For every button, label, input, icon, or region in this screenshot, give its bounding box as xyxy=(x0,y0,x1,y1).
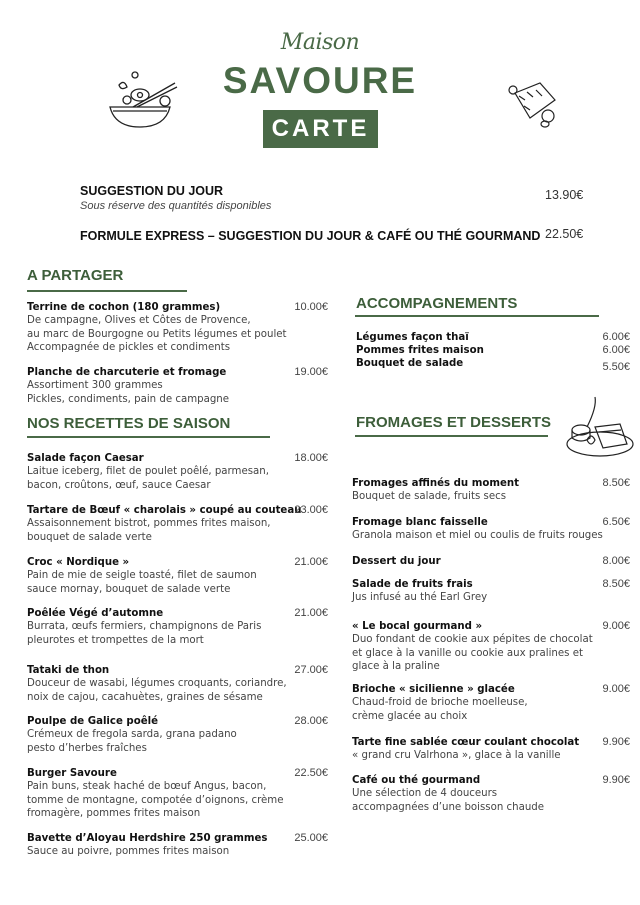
tart-illustration-icon xyxy=(505,78,560,128)
item-description: fromagère, pommes frites maison xyxy=(27,807,201,819)
item-price: 6.00€ xyxy=(602,331,630,343)
item-description: accompagnées d’une boisson chaude xyxy=(352,801,545,813)
item-name: Tartare de Bœuf « charolais » coupé au couteau xyxy=(27,505,302,516)
menu-item xyxy=(352,477,630,504)
item-description: De campagne, Olives et Côtes de Provence, xyxy=(27,315,251,327)
menu-item xyxy=(27,767,328,820)
item-description: Jus infusé au thé Earl Grey xyxy=(352,592,488,604)
menu-item xyxy=(27,832,328,859)
menu-item xyxy=(356,357,630,373)
item-description: Assaisonnement bistrot, pommes frites maison, xyxy=(27,518,271,530)
menu-item xyxy=(352,555,630,568)
item-description: bacon, croûtons, œuf, sauce Caesar xyxy=(27,479,211,491)
item-price: 6.00€ xyxy=(602,344,630,356)
menu-item xyxy=(27,366,328,406)
menu-item xyxy=(356,344,630,357)
item-description: Pain de mie de seigle toasté, filet de saumon xyxy=(27,570,257,582)
menu-item xyxy=(352,774,630,814)
item-description: Laitue iceberg, filet de poulet poêlé, parmesan, xyxy=(27,466,269,478)
item-description: Crémeux de fregola sarda, grana padano xyxy=(27,729,237,741)
special-name: SUGGESTION DU JOUR xyxy=(80,184,224,198)
menu-item xyxy=(352,516,630,543)
item-description: crème glacée au choix xyxy=(352,710,468,722)
item-description: Bouquet de salade, fruits secs xyxy=(352,491,506,503)
item-name: « Le bocal gourmand » xyxy=(352,621,483,632)
item-price: 19.00€ xyxy=(294,366,328,378)
item-description: Pain buns, steak haché de bœuf Angus, bacon, xyxy=(27,781,267,793)
item-description: Burrata, œufs fermiers, champignons de Paris xyxy=(27,621,262,633)
item-name: Fromages affinés du moment xyxy=(352,478,519,489)
item-description: Sauce au poivre, pommes frites maison xyxy=(27,846,230,858)
item-name: Poêlée Végé d’automne xyxy=(27,608,164,619)
item-name: Fromage blanc faisselle xyxy=(352,517,488,528)
menu-item xyxy=(352,736,630,763)
item-description: glace à la praline xyxy=(352,660,440,672)
brand-name: SAVOURE xyxy=(222,60,418,101)
item-description: pesto d’herbes fraîches xyxy=(27,742,147,754)
menu-item xyxy=(27,715,328,755)
menu-item xyxy=(27,607,328,647)
item-price: 23.00€ xyxy=(294,504,328,516)
item-description: Une sélection de 4 douceurs xyxy=(352,788,498,800)
item-price: 18.00€ xyxy=(294,452,328,464)
item-description: Granola maison et miel ou coulis de fruits rouges xyxy=(352,530,603,542)
menu-item xyxy=(352,578,630,605)
item-description: bouquet de salade verte xyxy=(27,531,152,543)
item-name: Croc « Nordique » xyxy=(27,557,130,568)
item-price: 9.90€ xyxy=(602,736,630,748)
item-name: Bouquet de salade xyxy=(356,358,464,369)
item-price: 28.00€ xyxy=(294,715,328,727)
carte-badge: CARTE xyxy=(263,110,378,148)
item-name: Café ou thé gourmand xyxy=(352,775,481,786)
brand-script-maison: Maison xyxy=(280,30,360,55)
formule-price: 22.50€ xyxy=(545,227,584,241)
divider xyxy=(27,436,270,438)
item-price: 22.50€ xyxy=(294,767,328,779)
item-price: 9.00€ xyxy=(602,683,630,695)
salad-bowl-illustration-icon xyxy=(105,65,180,130)
item-price: 21.00€ xyxy=(294,607,328,619)
item-name: Terrine de cochon (180 grammes) xyxy=(27,302,221,313)
menu-item xyxy=(27,664,328,704)
item-description: Duo fondant de cookie aux pépites de chocolat xyxy=(352,634,593,646)
item-price: 9.90€ xyxy=(602,774,630,786)
item-name: Salade de fruits frais xyxy=(352,579,473,590)
item-name: Salade façon Caesar xyxy=(27,453,144,464)
item-price: 5.50€ xyxy=(602,361,630,373)
cheese-plate-illustration-icon xyxy=(565,392,635,462)
item-description: « grand cru Valrhona », glace à la vanille xyxy=(352,750,561,762)
section-title-desserts: FROMAGES ET DESSERTS xyxy=(356,414,552,431)
menu-item xyxy=(352,620,630,673)
item-price: 25.00€ xyxy=(294,832,328,844)
section-title-saison: NOS RECETTES DE SAISON xyxy=(27,415,231,432)
menu-item xyxy=(27,301,328,354)
menu-item xyxy=(356,331,630,344)
item-price: 9.00€ xyxy=(602,620,630,632)
special-price: 13.90€ xyxy=(545,188,584,202)
item-name: Burger Savoure xyxy=(27,768,117,779)
item-name: Tarte fine sablée cœur coulant chocolat xyxy=(352,737,580,748)
section-title-partager: A PARTAGER xyxy=(27,267,124,284)
item-name: Brioche « sicilienne » glacée xyxy=(352,684,515,695)
item-price: 10.00€ xyxy=(294,301,328,313)
item-name: Planche de charcuterie et fromage xyxy=(27,367,227,378)
item-description: et glace à la vanille ou cookie aux pralines et xyxy=(352,647,583,659)
item-name: Pommes frites maison xyxy=(356,345,484,356)
divider xyxy=(355,315,599,317)
item-description: noix de cajou, cacahuètes, graines de sésame xyxy=(27,691,263,703)
item-description: Chaud-froid de brioche moelleuse, xyxy=(352,697,528,709)
item-name: Dessert du jour xyxy=(352,556,441,567)
item-price: 6.50€ xyxy=(602,516,630,528)
item-description: au marc de Bourgogne ou Petits légumes et poulet xyxy=(27,328,287,340)
item-description: Assortiment 300 grammes xyxy=(27,380,163,392)
menu-item xyxy=(27,452,328,492)
item-description: pleurotes et trompettes de la mort xyxy=(27,634,204,646)
special-note: Sous réserve des quantités disponibles xyxy=(80,200,272,212)
item-name: Légumes façon thaï xyxy=(356,332,469,343)
formule-name: FORMULE EXPRESS – SUGGESTION DU JOUR & CAFÉ OU THÉ GOURMAND xyxy=(80,229,541,243)
section-title-accompagnements: ACCOMPAGNEMENTS xyxy=(356,295,518,312)
item-price: 27.00€ xyxy=(294,664,328,676)
item-price: 21.00€ xyxy=(294,556,328,568)
item-description: Pickles, condiments, pain de campagne xyxy=(27,393,230,405)
divider xyxy=(27,290,187,292)
divider xyxy=(355,435,548,437)
item-name: Bavette d’Aloyau Herdshire 250 grammes xyxy=(27,833,268,844)
item-price: 8.50€ xyxy=(602,578,630,590)
item-name: Poulpe de Galice poêlé xyxy=(27,716,159,727)
item-name: Tataki de thon xyxy=(27,665,110,676)
item-description: tomme de montagne, compotée d’oignons, crème xyxy=(27,794,284,806)
item-description: Accompagnée de pickles et condiments xyxy=(27,341,231,353)
item-price: 8.50€ xyxy=(602,477,630,489)
item-price: 8.00€ xyxy=(602,555,630,567)
item-description: Douceur de wasabi, légumes croquants, coriandre, xyxy=(27,678,287,690)
menu-item xyxy=(352,683,630,723)
item-description: sauce mornay, bouquet de salade verte xyxy=(27,583,231,595)
menu-item xyxy=(27,504,328,544)
menu-item xyxy=(27,556,328,596)
